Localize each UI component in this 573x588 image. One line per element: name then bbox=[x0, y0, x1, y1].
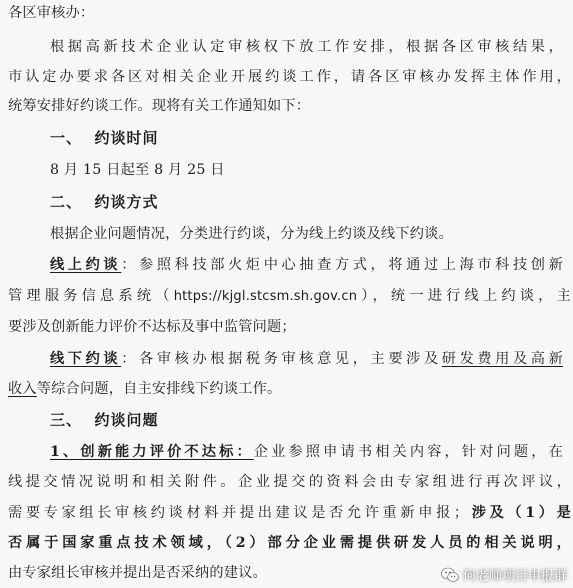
section-3-number: 三、 bbox=[50, 411, 83, 429]
item-1-text-1: 企业参照申请书相关内容，针对问题，在 bbox=[253, 444, 563, 460]
offline-text-2: 等综合问题，自主安排线下约谈工作。 bbox=[36, 381, 282, 397]
item-1-line-3 bbox=[8, 503, 571, 523]
online-text-2-pre: 管理服务信息系统（ bbox=[8, 288, 174, 304]
section-1-title: 约谈时间 bbox=[94, 129, 159, 147]
item-1-bold-3: 涉及（1）是 bbox=[468, 505, 571, 521]
intro-line-1: 根据高新技术企业认定审核权下放工作安排，根据各区审核结果， bbox=[50, 39, 563, 55]
watermark-text: 何老师项目申报群 bbox=[462, 569, 567, 584]
section-3-title: 约谈问题 bbox=[94, 411, 159, 429]
system-url-link[interactable]: https://kjgl.stcsm.sh.gov.cn bbox=[173, 289, 358, 304]
online-line-3: 要涉及创新能力评价不达标及事中监管问题； bbox=[8, 319, 296, 335]
offline-text-1: ：各审核办根据税务审核意见，主要涉及 bbox=[121, 351, 442, 367]
item-1-label: 1、创新能力评价不达标： bbox=[50, 444, 254, 460]
item-1-line-5: 由专家组长审核并提出是否采纳的建议。 bbox=[8, 565, 267, 581]
offline-underlined-1: 研发费用及高新 bbox=[441, 351, 563, 367]
online-line-2 bbox=[8, 286, 571, 307]
section-3-heading bbox=[50, 410, 573, 430]
salutation: 各区审核办： bbox=[8, 5, 95, 21]
item-1-text-3: 需要专家组长审核约谈材料并提出建议是否允许重新申报； bbox=[8, 505, 469, 521]
online-line-1 bbox=[50, 255, 563, 275]
section-1-body: 8 月 15 日起至 8 月 25 日 bbox=[50, 162, 225, 178]
section-2-number: 二、 bbox=[50, 193, 83, 211]
online-label: 线上约谈 bbox=[50, 257, 122, 273]
online-text-2-post: ），统一进行线上约谈，主 bbox=[357, 288, 571, 304]
section-1-heading bbox=[50, 128, 573, 148]
section-2-title: 约谈方式 bbox=[94, 193, 159, 211]
item-1-line-4: 否属于国家重点技术领域，（2）部分企业需提供研发人员的相关说明， bbox=[8, 535, 571, 551]
intro-line-2: 市认定办要求各区对相关企业开展约谈工作，请各区审核办发挥主体作用， bbox=[8, 69, 571, 85]
offline-line-2 bbox=[8, 379, 573, 399]
watermark bbox=[441, 565, 567, 584]
intro-line-3: 统筹安排好约谈工作。现将有关工作通知如下： bbox=[8, 98, 311, 114]
wechat-icon bbox=[441, 567, 459, 583]
section-2-heading bbox=[50, 192, 573, 212]
item-1-line-1 bbox=[50, 442, 563, 462]
item-1-line-2: 线提交情况说明和相关附件。企业提交的资料会由专家组进行再次评议， bbox=[8, 474, 571, 490]
offline-underlined-2: 收入 bbox=[8, 381, 37, 397]
offline-line-1 bbox=[50, 349, 563, 369]
online-text-1: ：参照科技部火炬中心抽查方式，将通过上海市科技创新 bbox=[121, 257, 563, 273]
section-1-number: 一、 bbox=[50, 129, 83, 147]
offline-label: 线下约谈 bbox=[50, 351, 122, 367]
section-2-body: 根据企业问题情况，分类进行约谈，分为线上约谈及线下约谈。 bbox=[50, 226, 453, 242]
